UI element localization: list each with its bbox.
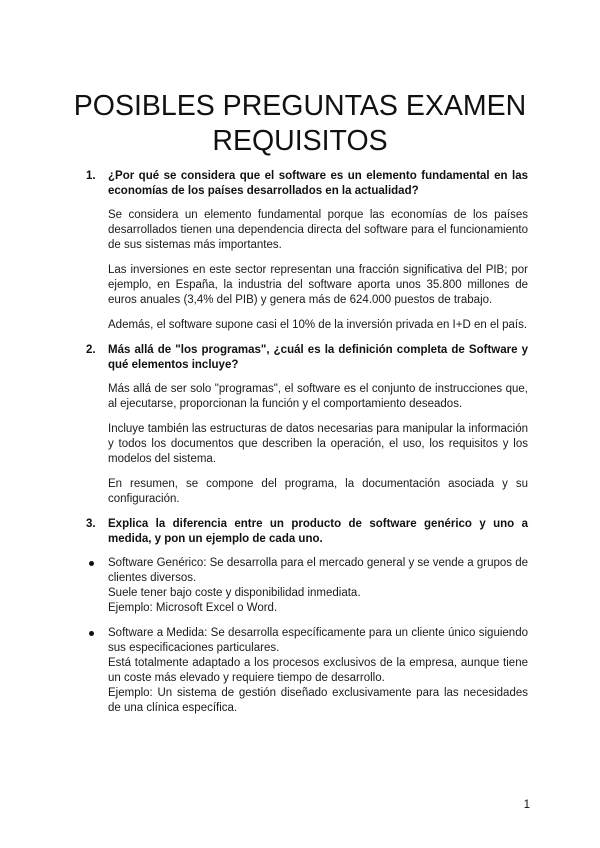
list-item-generic-software bbox=[108, 556, 528, 616]
question-2-section bbox=[86, 343, 528, 507]
question-3-number: 3. bbox=[86, 518, 96, 530]
answer-2-paragraph-1: Más allá de ser solo "programas", el software es el conjunto de instrucciones que, al ejecutarse, proporcionan la función y el comportamiento deseados. bbox=[108, 383, 528, 410]
list-item-custom-software bbox=[108, 626, 528, 716]
answer-1-paragraph-3: Además, el software supone casi el 10% de la inversión privada en I+D en el país. bbox=[108, 319, 528, 331]
answer-3-bullet-list bbox=[108, 556, 528, 716]
page-title-line-1: POSIBLES PREGUNTAS EXAMEN bbox=[73, 90, 527, 123]
generic-software-definition: Software Genérico: Se desarrolla para el mercado general y se vende a grupos de clientes diversos. bbox=[108, 557, 528, 584]
page-number: 1 bbox=[523, 799, 530, 811]
answer-1-paragraph-1: Se considera un elemento fundamental porque las economías de los países desarrollados tienen una dependencia directa del software para el funcionamiento de sus sistemas más importantes. bbox=[108, 209, 528, 251]
generic-software-example: Ejemplo: Microsoft Excel o Word. bbox=[108, 602, 278, 614]
question-2-number: 2. bbox=[86, 344, 96, 356]
question-3-text: Explica la diferencia entre un producto de software genérico y uno a medida, y pon un ejemplo de cada uno. bbox=[108, 518, 528, 545]
custom-software-traits: Está totalmente adaptado a los procesos exclusivos de la empresa, aunque tiene un coste más elevado y requiere tiempo de desarrollo. bbox=[108, 657, 528, 684]
question-2-text: Más allá de "los programas", ¿cuál es la definición completa de Software y qué elementos incluye? bbox=[108, 344, 528, 371]
question-1-section bbox=[86, 169, 528, 333]
answer-2-paragraph-2: Incluye también las estructuras de datos necesarias para manipular la información y todos los documentos que describen la operación, el uso, los requisitos y los modelos del sistema. bbox=[108, 423, 528, 465]
question-1-text: ¿Por qué se considera que el software es un elemento fundamental en las economías de los países desarrollados en la actualidad? bbox=[108, 170, 528, 197]
custom-software-example: Ejemplo: Un sistema de gestión diseñado exclusivamente para las necesidades de una clínica específica. bbox=[108, 687, 528, 714]
page-title bbox=[0, 89, 600, 159]
custom-software-definition: Software a Medida: Se desarrolla específicamente para un cliente único siguiendo sus especificaciones particulares. bbox=[108, 627, 528, 654]
bullet-icon bbox=[89, 561, 94, 566]
answer-2-paragraph-3: En resumen, se compone del programa, la documentación asociada y su configuración. bbox=[108, 478, 528, 505]
document-body bbox=[86, 169, 528, 726]
answer-1-paragraph-2: Las inversiones en este sector representan una fracción significativa del PIB; por ejemplo, en España, la industria del software aporta unos 35.800 millones de euros anuales (3,4% del PIB) y genera más de 624.000 puestos de trabajo. bbox=[108, 264, 528, 306]
question-2-heading bbox=[86, 343, 528, 373]
generic-software-traits: Suele tener bajo coste y disponibilidad inmediata. bbox=[108, 587, 361, 599]
question-3-heading bbox=[86, 517, 528, 547]
bullet-icon bbox=[89, 631, 94, 636]
page-title-line-2: REQUISITOS bbox=[212, 125, 388, 158]
question-3-section bbox=[86, 517, 528, 716]
question-1-number: 1. bbox=[86, 170, 96, 182]
question-1-heading bbox=[86, 169, 528, 199]
